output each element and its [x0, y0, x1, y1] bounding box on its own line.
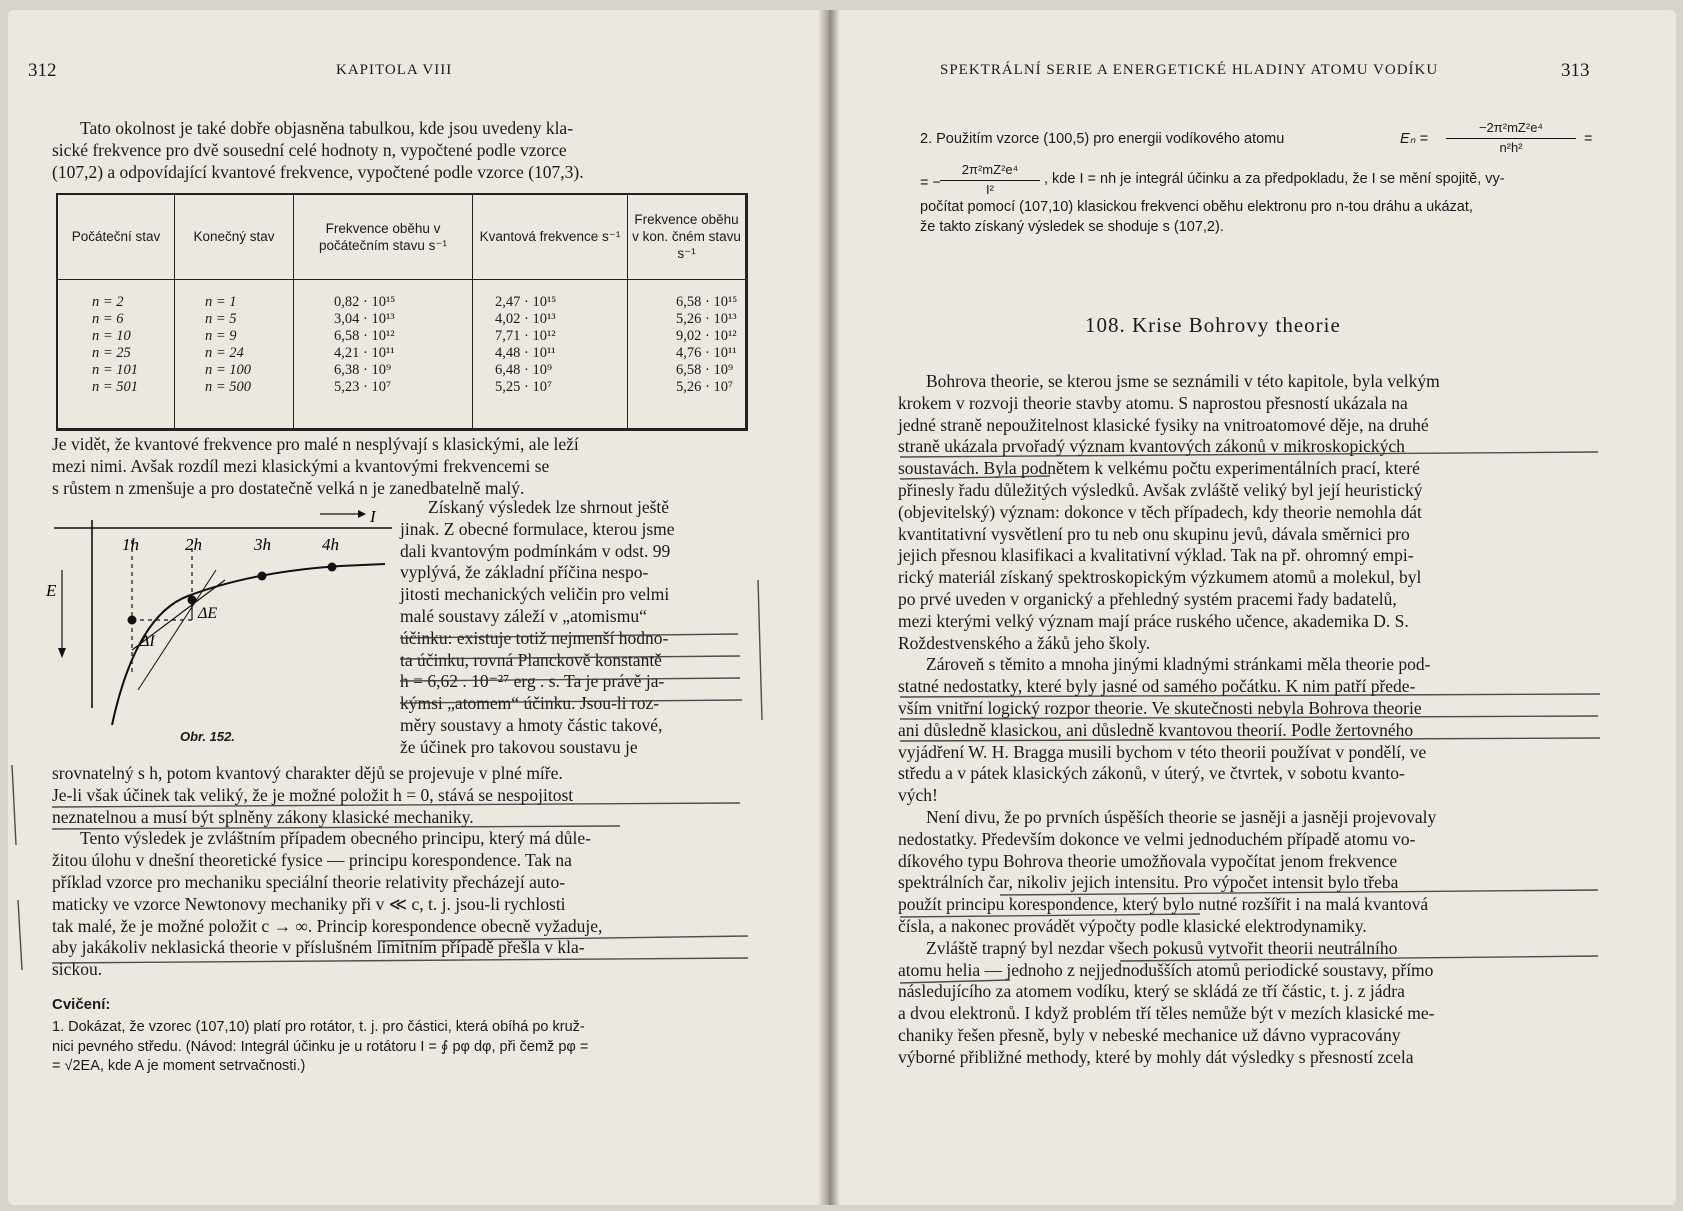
figure-label-4h: 4h: [322, 535, 339, 554]
text-line: (objevitelský) význam: dokonce v těch případech, kdy theorie nemohla dát: [898, 501, 1422, 522]
text-line: Je-li však účinek tak veliký, že je možné položit h = 0, stává se nespojitost: [52, 784, 574, 805]
text-line: neznatelnou a musí být splněny zákony klasické mechaniky.: [52, 806, 474, 827]
table-cell: n = 1: [205, 293, 237, 310]
table-cell: 5,23 · 10⁷: [334, 378, 392, 395]
table-cell: n = 5: [205, 310, 237, 327]
table-cell: n = 25: [92, 344, 131, 361]
table-cell: 6,48 · 10⁹: [495, 361, 553, 378]
figure-arrow-e-head: [58, 648, 66, 658]
table-column-final: [175, 279, 294, 428]
text-line: vých!: [898, 785, 938, 806]
figure-label-2h: 2h: [185, 535, 202, 554]
figure-point-2h: [188, 596, 197, 605]
table-cell: n = 10: [92, 327, 131, 344]
text-line: statné nedostatky, které byly jasné od samého počátku. K nim patří přede-: [898, 676, 1416, 697]
text-line: soustavách. Byla podnětem k velkému počtu experimentálních prací, které: [898, 458, 1420, 479]
table-cell: 6,58 · 10¹²: [334, 327, 395, 344]
figure-tangent-line-2: [138, 570, 216, 690]
left-page-number: 312: [28, 60, 57, 81]
table-cell: 4,48 · 10¹¹: [495, 344, 556, 361]
table-cell: 3,04 · 10¹³: [334, 310, 395, 327]
frequency-table: [58, 195, 745, 428]
text-line: straně ukázala prvořadý význam kvantových zákonů v mikroskopických: [898, 436, 1405, 457]
text-line: malé soustavy záleží v „atomismu“: [400, 605, 647, 626]
table-cell: n = 101: [92, 361, 139, 378]
text-line: vším vnitřní logický rozpor theorie. Ve skutečnosti nebyla Bohrova theorie: [898, 697, 1422, 718]
text-line: chaniky řešen přesně, byly v nebeské mechanice už dávno vypracovány: [898, 1024, 1401, 1045]
text-line: nedostatky. Především dokonce ve velmi jednoduchém případě atomu vo-: [898, 828, 1416, 849]
text-line: použít principu korespondence, který bylo nutné rozšířit i na malá kvantová: [898, 894, 1429, 915]
right-page-number: 313: [1561, 60, 1590, 81]
text-line: žitou úlohu v dnešní theoretické fysice — principu korespondence. Tak na: [52, 850, 572, 871]
text-line: , kde I = nh je integrál účinku a za předpokladu, že I se mění spojitě, vy-: [1044, 171, 1505, 187]
table-column-quantum: [473, 279, 628, 428]
text-line: nici pevného středu. (Návod: Integrál účinku je u rotátoru I = ∮ pφ dφ, při čemž pφ =: [52, 1038, 589, 1055]
figure-point-1h: [128, 616, 137, 625]
exercise-text: [52, 1018, 752, 1077]
text-line: tak malé, že je možné položit c → ∞. Princip korespondence obecně vyžaduje,: [52, 915, 603, 936]
table-cell: n = 2: [92, 293, 124, 310]
table-header: Konečný stav: [175, 195, 294, 279]
text-line: sické frekvence pro dvě sousední celé hodnoty n, vypočtené podle vzorce: [52, 139, 567, 160]
figure-arrow-i-head: [358, 510, 366, 518]
text-line: ani důsledně klasickou, ani důsledně kvantovou theorií. Podle žertovného: [898, 719, 1414, 740]
left-beside-figure-paragraph: [400, 497, 752, 759]
figure-label-i: I: [370, 507, 376, 526]
text-line: kvantitativní vysvětlení pro tu neb onu skupinu jevů, dávala směrnici pro: [898, 523, 1410, 544]
text-line: počítat pomocí (107,10) klasickou frekvenci oběhu elektronu pro n-tou dráhu a ukázat,: [920, 199, 1473, 215]
text-line: středu a v pátek klasických zákonů, v úterý, ve čtvrtek, v sobotu kvanto-: [898, 763, 1405, 784]
figure-label-3h: 3h: [254, 535, 271, 554]
text-line: a dvou elektronů. I když problém tří těles nemůže být v mezích klasické me-: [898, 1003, 1435, 1024]
text-line: Zároveň s těmito a mnoha jinými kladnými stránkami měla theorie pod-: [926, 654, 1431, 675]
figure-152: [40, 500, 400, 750]
table-cell: 7,71 · 10¹²: [495, 327, 556, 344]
table-cell: 0,82 · 10¹⁵: [334, 293, 396, 310]
figure-label-delta-i: ΔI: [140, 633, 155, 650]
text-line: účinku: existuje totiž nejmenší hodno-: [400, 627, 669, 648]
text-line: srovnatelný s h, potom kvantový charakter dějů se projevuje v plné míře.: [52, 763, 563, 783]
table-cell: n = 6: [92, 310, 124, 327]
text-line: jejich přesnou klasifikaci a kvalitativní výklad. Tak na př. ohromný empi-: [898, 545, 1414, 566]
text-line: Tato okolnost je také dobře objasněna tabulkou, kde jsou uvedeny kla-: [80, 118, 574, 138]
left-running-head: KAPITOLA VIII: [336, 62, 453, 78]
table-cell: n = 500: [205, 378, 252, 395]
section-title: 108. Krise Bohrovy theorie: [1085, 313, 1341, 337]
text-line: Roždestvenského a žáků jeho školy.: [898, 632, 1151, 653]
exercise-2-line-1: [920, 120, 1596, 160]
formula-denominator-1: n²h²: [1499, 140, 1523, 155]
text-line: příklad vzorce pro mechaniku speciální theorie relativity přecházejí auto-: [52, 871, 566, 892]
table-cell: 4,02 · 10¹³: [495, 310, 556, 327]
text-line: Je vidět, že kvantové frekvence pro malé n nesplývají s klasickými, ale leží: [52, 434, 579, 454]
text-line: rický materiál získaný spektroskopickým výzkumem atomů a molekul, byl: [898, 567, 1422, 588]
text-line: vyplývá, že základní příčina nespo-: [400, 562, 649, 583]
text-line: vyjádření W. H. Bragga musili bychom v této theorii používat v pondělí, ve: [898, 741, 1427, 762]
exercise-title: Cvičení:: [52, 996, 111, 1013]
text-line: jedné straně nepoužitelnost klasické fysiky na vnitroatomové děje, na druhé: [898, 414, 1429, 435]
text-line: Získaný výsledek lze shrnout ještě: [428, 497, 670, 517]
text-line: atomu helia — jednoho z nejjednodušších atomů periodické soustavy, přímo: [898, 959, 1434, 980]
text-line: s růstem n zmenšuje a pro dostatečně velká n je zanedbatelně malý.: [52, 477, 525, 498]
text-line: aby jakákoliv neklasická theorie v příslušném limitním případě přešla v kla-: [52, 937, 585, 958]
text-line: Není divu, že po prvních úspěších theorie se jasněji a jasněji projevovaly: [926, 806, 1437, 827]
text-line: mezi kterými velký význam mají práce ruského učence, akademika D. S.: [898, 610, 1409, 631]
text-line: přinesly řadu důležitých výsledků. Avšak zvláště veliký byl její heuristický: [898, 479, 1423, 500]
left-intro-paragraph: [52, 118, 752, 183]
text-line: po prvé uveden v organický a přehledný systém pracemi řady badatelů,: [898, 588, 1397, 609]
text-line: kýmsi „atomem“ účinku. Jsou-li roz-: [400, 693, 660, 714]
left-full-width-lines: [52, 763, 752, 981]
text-line: spektrálních čar, nikoliv jejich intensitu. Pro výpočet intensit bylo třeba: [898, 872, 1399, 893]
figure-caption: Obr. 152.: [180, 729, 235, 744]
right-body-text: [898, 371, 1598, 1069]
text-line: mezi nimi. Avšak rozdíl mezi klasickými a kvantovými frekvencemi se: [52, 455, 550, 476]
table-header: Kvantová frekvence s⁻¹: [473, 195, 628, 279]
exercise-2-line-2: [920, 162, 1596, 198]
text-line: díkového typu Bohrova theorie umožňovala vypočítat jenom frekvence: [898, 850, 1398, 871]
text-line: Bohrova theorie, se kterou jsme se seznámili v této kapitole, byla velkým: [926, 371, 1440, 391]
table-cell: 4,76 · 10¹¹: [676, 344, 737, 361]
formula-lead: = −: [920, 175, 941, 191]
text-line: že takto získaný výsledek se shoduje s (107,2).: [920, 218, 1224, 235]
table-cell: 2,47 · 10¹⁵: [495, 293, 557, 310]
table-column-initial: [58, 279, 175, 428]
table-header: Frekvence oběhu v kon. čném stavu s⁻¹: [628, 195, 746, 279]
text-line: měry soustavy a hmoty částic takové,: [400, 714, 663, 735]
text-line: ta účinku, rovná Planckově konstantě: [400, 649, 662, 670]
table-column-classical-final: [628, 279, 746, 428]
figure-label-1h: 1h: [122, 535, 139, 554]
text-line: následujícího za atomem vodíku, který se skládá ze tří částic, t. j. z jádra: [898, 981, 1405, 1002]
text-line: Zvláště trapný byl nezdar všech pokusů vytvořit theorii neutrálního: [926, 937, 1398, 958]
text-line: že účinek pro takovou soustavu je: [400, 736, 638, 757]
formula-numerator-2: 2π²mZ²e⁴: [940, 160, 1040, 181]
figure-label-e: E: [46, 581, 57, 600]
figure-point-3h: [258, 572, 267, 581]
text-line: 2. Použitím vzorce (100,5) pro energii vodíkového atomu: [920, 131, 1285, 147]
table-column-classical-initial: [294, 279, 473, 428]
text-line: Tento výsledek je zvláštním případem obecného principu, který má důle-: [80, 828, 591, 849]
text-line: sickou.: [52, 959, 103, 980]
text-line: (107,2) a odpovídající kvantové frekvence, vypočtené podle vzorce (107,3).: [52, 161, 584, 182]
formula-eq: =: [1584, 131, 1593, 147]
formula-numerator-1: −2π²mZ²e⁴: [1446, 118, 1576, 139]
table-cell: n = 9: [205, 327, 237, 344]
table-cell: n = 100: [205, 361, 252, 378]
book-gutter: [818, 10, 840, 1205]
table-cell: 4,21 · 10¹¹: [334, 344, 395, 361]
text-line: výborné přibližné methody, které by mohly dát výsledky s přesností zcela: [898, 1046, 1414, 1067]
text-line: maticky ve vzorce Newtonovy mechaniky při v ≪ c, t. j. jsou-li rychlosti: [52, 893, 566, 914]
table-cell: 6,58 · 10⁹: [676, 361, 734, 378]
figure-label-delta-e: ΔE: [198, 605, 218, 622]
formula-denominator-2: I²: [986, 182, 994, 197]
text-line: h = 6,62 . 10⁻²⁷ erg . s. Ta je právě ja-: [400, 671, 665, 692]
text-line: jitosti mechanických veličin pro velmi: [400, 584, 670, 605]
right-running-head: SPEKTRÁLNÍ SERIE A ENERGETICKÉ HLADINY ATOMU VODÍKU: [940, 62, 1439, 78]
text-line: čísla, a nakonec provádět výpočty podle klasické elektrodynamiky.: [898, 915, 1367, 936]
table-cell: 9,02 · 10¹²: [676, 327, 737, 344]
text-line: = √2EA, kde A je moment setrvačnosti.): [52, 1058, 306, 1074]
table-cell: n = 24: [205, 344, 244, 361]
left-after-table-paragraph: [52, 434, 752, 499]
table-header: Počáteční stav: [58, 195, 175, 279]
table-cell: 5,26 · 10¹³: [676, 310, 737, 327]
exercise-2: [920, 120, 1596, 237]
table-cell: 5,26 · 10⁷: [676, 378, 734, 395]
table-header: Frekvence oběhu v počátečním stavu s⁻¹: [294, 195, 473, 279]
table-cell: 5,25 · 10⁷: [495, 378, 553, 395]
table-cell: n = 501: [92, 378, 139, 395]
frequency-table-frame: [56, 193, 748, 431]
text-line: jinak. Z obecné formulace, kterou jsme: [400, 518, 675, 539]
figure-point-4h: [328, 563, 337, 572]
table-cell: 6,58 · 10¹⁵: [676, 293, 738, 310]
text-line: dali kvantovým podmínkám v odst. 99: [400, 540, 671, 561]
text-line: krokem v rozvoji theorie stavby atomu. S naprostou přesností ukázala na: [898, 392, 1408, 413]
table-cell: 6,38 · 10⁹: [334, 361, 392, 378]
formula-lhs: Eₙ =: [1400, 131, 1428, 147]
text-line: 1. Dokázat, že vzorec (107,10) platí pro rotátor, t. j. pro částici, která obíhá po kruž-: [52, 1019, 585, 1035]
